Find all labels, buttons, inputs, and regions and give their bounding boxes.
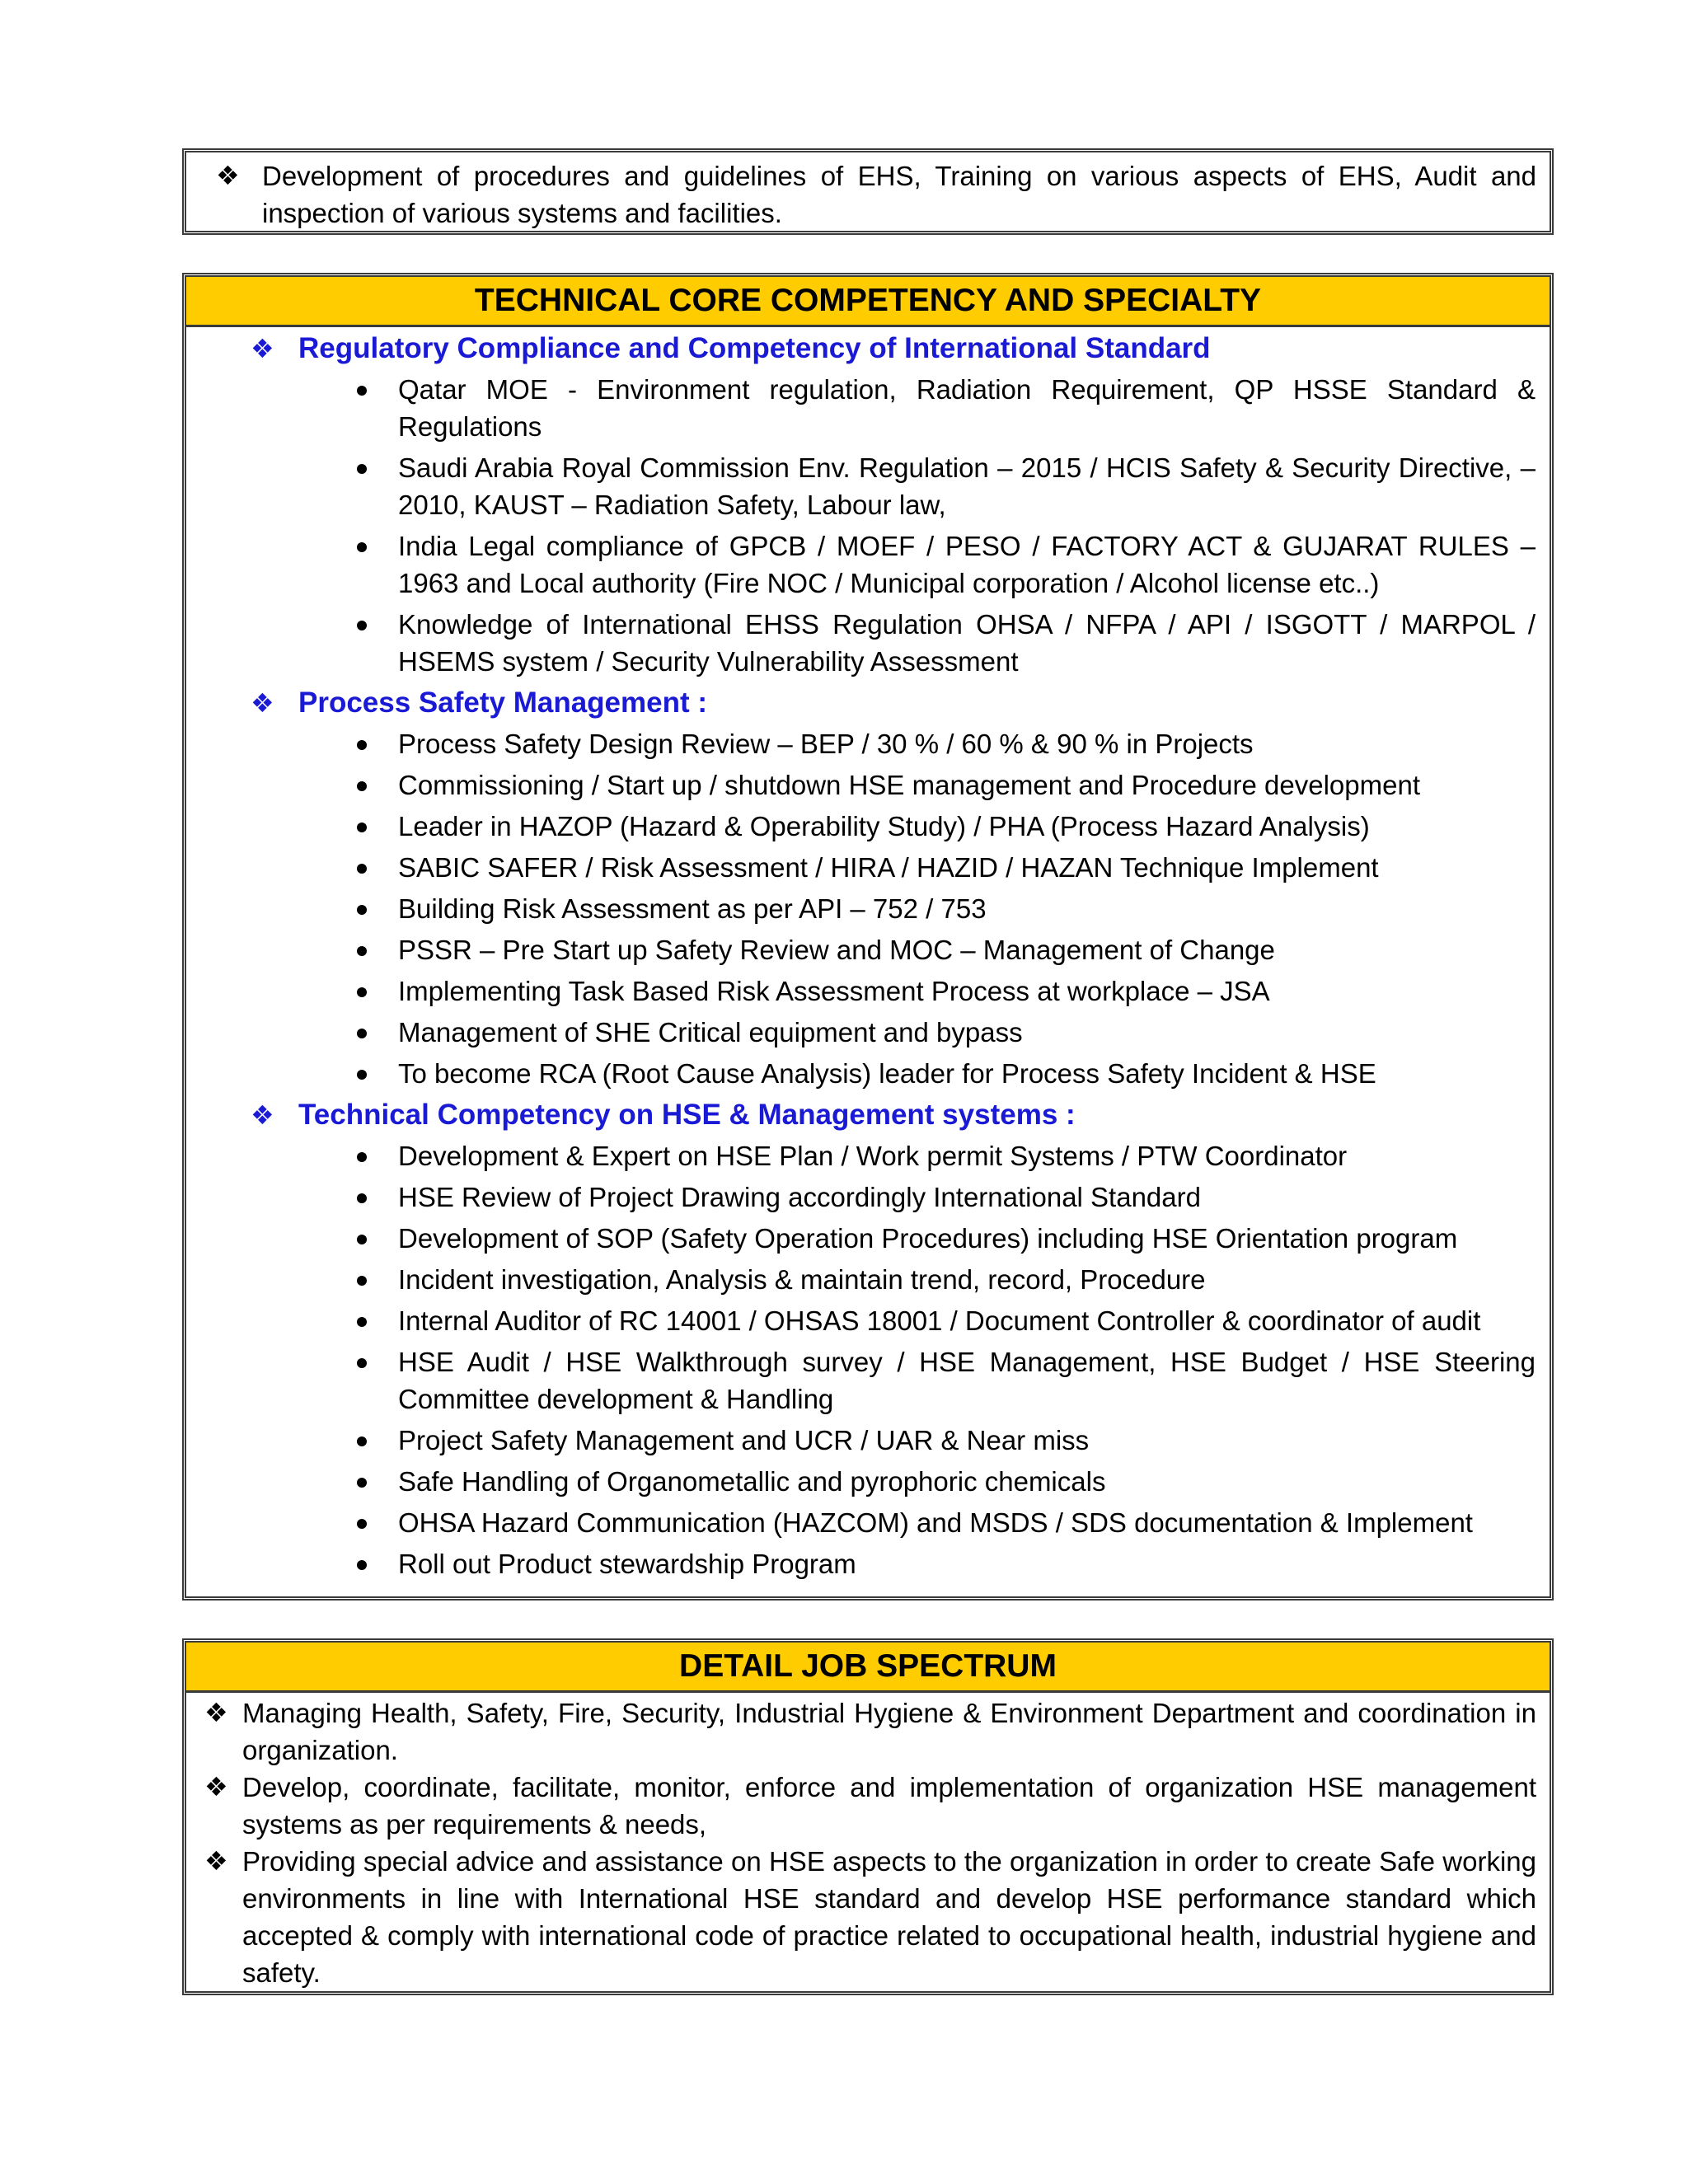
list-item: ❖ Managing Health, Safety, Fire, Security, Industrial Hygiene & Environment Department and coordination in organization. [186,1694,1550,1769]
list-item: Qatar MOE - Environment regulation, Radiation Requirement, QP HSSE Standard & Regulations [186,371,1550,445]
round-bullet-icon [357,1193,367,1203]
section-title: TECHNICAL CORE COMPETENCY AND SPECIALTY [186,277,1550,327]
list-item: HSE Audit / HSE Walkthrough survey / HSE Management, HSE Budget / HSE Steering Committee development & Handling [186,1343,1550,1418]
subheading-process-safety: ❖ Process Safety Management : [186,684,1550,722]
list-item: Building Risk Assessment as per API – 752 / 753 [186,890,1550,927]
round-bullet-icon [357,621,367,630]
round-bullet-icon [357,1029,367,1038]
round-bullet-icon [357,1436,367,1446]
list-item: PSSR – Pre Start up Safety Review and MOC – Management of Change [186,931,1550,968]
diamond-bullet-icon: ❖ [251,333,274,364]
regulatory-compliance-list [186,371,1550,680]
round-bullet-icon [357,464,367,474]
list-item: Development of SOP (Safety Operation Procedures) including HSE Orientation program [186,1220,1550,1257]
round-bullet-icon [357,1235,367,1244]
round-bullet-icon [357,987,367,997]
list-item: HSE Review of Project Drawing accordingly International Standard [186,1179,1550,1216]
diamond-bullet-icon: ❖ [204,1697,228,1728]
list-item: Roll out Product stewardship Program [186,1545,1550,1582]
list-item: Safe Handling of Organometallic and pyrophoric chemicals [186,1463,1550,1500]
technical-competency-section [182,273,1554,1601]
process-safety-list [186,725,1550,1092]
list-item: Management of SHE Critical equipment and bypass [186,1014,1550,1051]
round-bullet-icon [357,823,367,832]
list-item: Saudi Arabia Royal Commission Env. Regulation – 2015 / HCIS Safety & Security Directive, – 2010, KAUST – Radiation Safety, Labour law, [186,449,1550,523]
diamond-bullet-icon: ❖ [251,1099,274,1131]
list-item: To become RCA (Root Cause Analysis) leader for Process Safety Incident & HSE [186,1055,1550,1092]
round-bullet-icon [357,1070,367,1080]
round-bullet-icon [357,1519,367,1529]
diamond-bullet-icon: ❖ [216,160,240,191]
section-title: DETAIL JOB SPECTRUM [186,1643,1550,1693]
list-item: Leader in HAZOP (Hazard & Operability Study) / PHA (Process Hazard Analysis) [186,808,1550,845]
round-bullet-icon [357,1478,367,1488]
round-bullet-icon [357,386,367,396]
list-item: Implementing Task Based Risk Assessment Process at workplace – JSA [186,972,1550,1010]
list-item: Project Safety Management and UCR / UAR & Near miss [186,1422,1550,1459]
list-item: Knowledge of International EHSS Regulation OHSA / NFPA / API / ISGOTT / MARPOL / HSEMS system / Security Vulnerability Assessment [186,606,1550,680]
round-bullet-icon [357,740,367,750]
list-item: OHSA Hazard Communication (HAZCOM) and MSDS / SDS documentation & Implement [186,1504,1550,1541]
technical-competency-list [186,1137,1550,1582]
intro-box [182,148,1554,235]
list-item [186,157,1550,232]
detail-job-spectrum-section [182,1638,1554,1995]
round-bullet-icon [357,1152,367,1162]
subheading-technical-competency: ❖ Technical Competency on HSE & Management systems : [186,1096,1550,1134]
round-bullet-icon [357,905,367,915]
diamond-bullet-icon: ❖ [204,1771,228,1802]
round-bullet-icon [357,1276,367,1286]
round-bullet-icon [357,781,367,791]
diamond-bullet-icon: ❖ [251,687,274,719]
list-item: SABIC SAFER / Risk Assessment / HIRA / HAZID / HAZAN Technique Implement [186,849,1550,886]
subheading-regulatory-compliance: ❖ Regulatory Compliance and Competency of International Standard [186,330,1550,368]
list-item: ❖ Develop, coordinate, facilitate, monitor, enforce and implementation of organization HSE management systems as per requirements & needs, [186,1769,1550,1843]
job-spectrum-list [186,1693,1550,1991]
item-text: Development of procedures and guidelines of EHS, Training on various aspects of EHS, Audit and inspection of various systems and facilities. [262,161,1536,228]
list-item: ❖ Providing special advice and assistance on HSE aspects to the organization in order to create Safe working environments in line with International HSE standard and develop HSE performance standard which accepted & comply with international code of practice related to occupational health, industrial hygiene and safety. [186,1843,1550,1991]
round-bullet-icon [357,1560,367,1570]
diamond-bullet-icon: ❖ [204,1845,228,1877]
list-item: Internal Auditor of RC 14001 / OHSAS 18001 / Document Controller & coordinator of audit [186,1302,1550,1339]
list-item: Process Safety Design Review – BEP / 30 % / 60 % & 90 % in Projects [186,725,1550,762]
round-bullet-icon [357,1358,367,1368]
round-bullet-icon [357,864,367,874]
list-item: Commissioning / Start up / shutdown HSE management and Procedure development [186,766,1550,804]
round-bullet-icon [357,1317,367,1327]
round-bullet-icon [357,542,367,552]
round-bullet-icon [357,946,367,956]
list-item: India Legal compliance of GPCB / MOEF / PESO / FACTORY ACT & GUJARAT RULES – 1963 and Local authority (Fire NOC / Municipal corporation / Alcohol license etc..) [186,527,1550,602]
list-item: Incident investigation, Analysis & maintain trend, record, Procedure [186,1261,1550,1298]
list-item: Development & Expert on HSE Plan / Work permit Systems / PTW Coordinator [186,1137,1550,1174]
